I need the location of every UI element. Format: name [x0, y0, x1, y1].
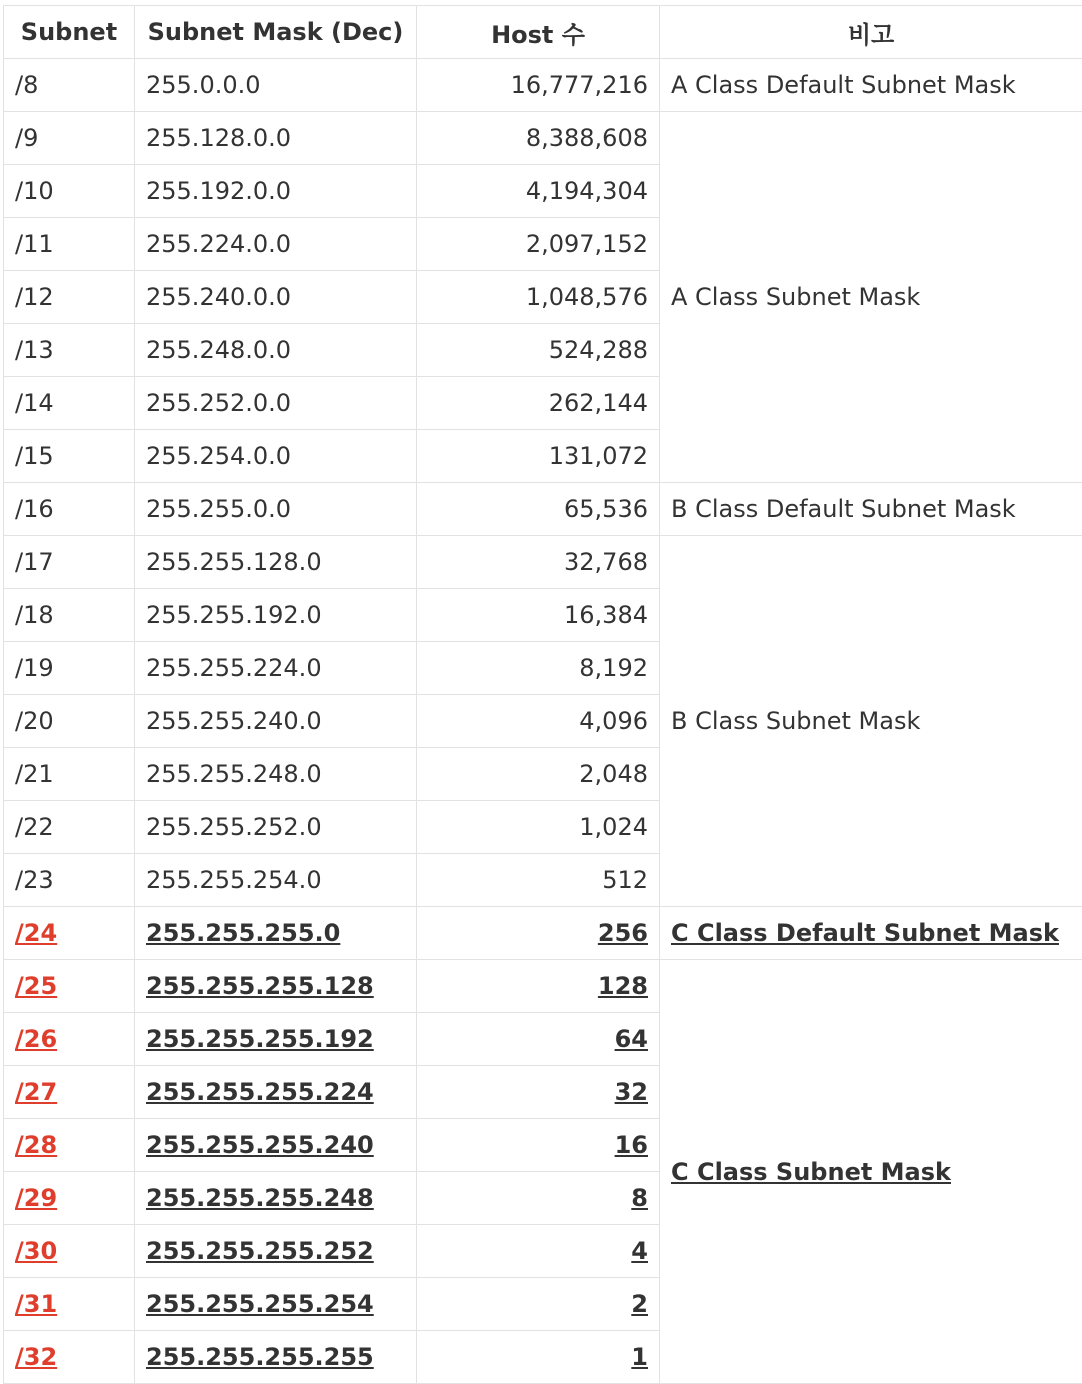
host-count-cell: 262,144 — [417, 377, 660, 430]
subnet-cell: /30 — [4, 1225, 135, 1278]
subnet-cell: /8 — [4, 59, 135, 112]
mask-cell: 255.255.255.240 — [135, 1119, 417, 1172]
subnet-cell: /19 — [4, 642, 135, 695]
note-c-class-subnet: C Class Subnet Mask — [660, 960, 1082, 1384]
table-row-highlighted — [4, 960, 1082, 1013]
subnet-cell: /10 — [4, 165, 135, 218]
subnet-cell: /32 — [4, 1331, 135, 1384]
host-count-cell: 1 — [417, 1331, 660, 1384]
host-count-cell: 4 — [417, 1225, 660, 1278]
subnet-cell: /31 — [4, 1278, 135, 1331]
subnet-cell: /26 — [4, 1013, 135, 1066]
subnet-cell: /21 — [4, 748, 135, 801]
host-count-cell: 256 — [417, 907, 660, 960]
note-a-class-default: A Class Default Subnet Mask — [660, 59, 1082, 112]
mask-cell: 255.128.0.0 — [135, 112, 417, 165]
subnet-cell: /16 — [4, 483, 135, 536]
subnet-cell: /28 — [4, 1119, 135, 1172]
host-count-cell: 4,096 — [417, 695, 660, 748]
host-count-cell: 1,024 — [417, 801, 660, 854]
mask-cell: 255.255.255.192 — [135, 1013, 417, 1066]
header-subnet: Subnet — [4, 6, 135, 59]
table-row — [4, 59, 1082, 112]
host-count-cell: 32 — [417, 1066, 660, 1119]
mask-cell: 255.255.240.0 — [135, 695, 417, 748]
subnet-cell: /14 — [4, 377, 135, 430]
host-count-cell: 16,384 — [417, 589, 660, 642]
host-count-cell: 4,194,304 — [417, 165, 660, 218]
host-count-cell: 2 — [417, 1278, 660, 1331]
host-count-cell: 1,048,576 — [417, 271, 660, 324]
mask-cell: 255.255.248.0 — [135, 748, 417, 801]
mask-cell: 255.255.255.252 — [135, 1225, 417, 1278]
subnet-cell: /23 — [4, 854, 135, 907]
subnet-cell: /17 — [4, 536, 135, 589]
mask-cell: 255.255.254.0 — [135, 854, 417, 907]
host-count-cell: 32,768 — [417, 536, 660, 589]
mask-cell: 255.255.0.0 — [135, 483, 417, 536]
host-count-cell: 8,388,608 — [417, 112, 660, 165]
table-header-row — [4, 6, 1082, 59]
host-count-cell: 2,048 — [417, 748, 660, 801]
mask-cell: 255.0.0.0 — [135, 59, 417, 112]
subnet-mask-table — [3, 5, 1082, 1384]
subnet-cell: /18 — [4, 589, 135, 642]
subnet-cell: /25 — [4, 960, 135, 1013]
mask-cell: 255.255.192.0 — [135, 589, 417, 642]
host-count-cell: 512 — [417, 854, 660, 907]
mask-cell: 255.240.0.0 — [135, 271, 417, 324]
mask-cell: 255.255.255.0 — [135, 907, 417, 960]
host-count-cell: 16,777,216 — [417, 59, 660, 112]
host-count-cell: 2,097,152 — [417, 218, 660, 271]
mask-cell: 255.255.252.0 — [135, 801, 417, 854]
subnet-cell: /20 — [4, 695, 135, 748]
host-count-cell: 65,536 — [417, 483, 660, 536]
mask-cell: 255.254.0.0 — [135, 430, 417, 483]
mask-cell: 255.255.255.254 — [135, 1278, 417, 1331]
header-note: 비고 — [660, 6, 1082, 59]
host-count-cell: 131,072 — [417, 430, 660, 483]
subnet-cell: /29 — [4, 1172, 135, 1225]
mask-cell: 255.255.255.128 — [135, 960, 417, 1013]
table-row-highlighted — [4, 907, 1082, 960]
subnet-cell: /27 — [4, 1066, 135, 1119]
subnet-cell: /24 — [4, 907, 135, 960]
table-row — [4, 483, 1082, 536]
header-host-count: Host 수 — [417, 6, 660, 59]
note-c-class-default: C Class Default Subnet Mask — [660, 907, 1082, 960]
host-count-cell: 128 — [417, 960, 660, 1013]
host-count-cell: 16 — [417, 1119, 660, 1172]
note-b-class-default: B Class Default Subnet Mask — [660, 483, 1082, 536]
host-count-cell: 64 — [417, 1013, 660, 1066]
subnet-cell: /11 — [4, 218, 135, 271]
host-count-cell: 8 — [417, 1172, 660, 1225]
table-row — [4, 536, 1082, 589]
table-row — [4, 112, 1082, 165]
host-count-cell: 8,192 — [417, 642, 660, 695]
mask-cell: 255.252.0.0 — [135, 377, 417, 430]
mask-cell: 255.248.0.0 — [135, 324, 417, 377]
header-subnet-mask: Subnet Mask (Dec) — [135, 6, 417, 59]
note-a-class-subnet: A Class Subnet Mask — [660, 112, 1082, 483]
host-count-cell: 524,288 — [417, 324, 660, 377]
mask-cell: 255.255.255.255 — [135, 1331, 417, 1384]
note-b-class-subnet: B Class Subnet Mask — [660, 536, 1082, 907]
mask-cell: 255.255.255.248 — [135, 1172, 417, 1225]
subnet-cell: /22 — [4, 801, 135, 854]
mask-cell: 255.255.128.0 — [135, 536, 417, 589]
mask-cell: 255.255.224.0 — [135, 642, 417, 695]
mask-cell: 255.224.0.0 — [135, 218, 417, 271]
mask-cell: 255.192.0.0 — [135, 165, 417, 218]
subnet-cell: /9 — [4, 112, 135, 165]
subnet-cell: /13 — [4, 324, 135, 377]
subnet-cell: /12 — [4, 271, 135, 324]
mask-cell: 255.255.255.224 — [135, 1066, 417, 1119]
subnet-cell: /15 — [4, 430, 135, 483]
